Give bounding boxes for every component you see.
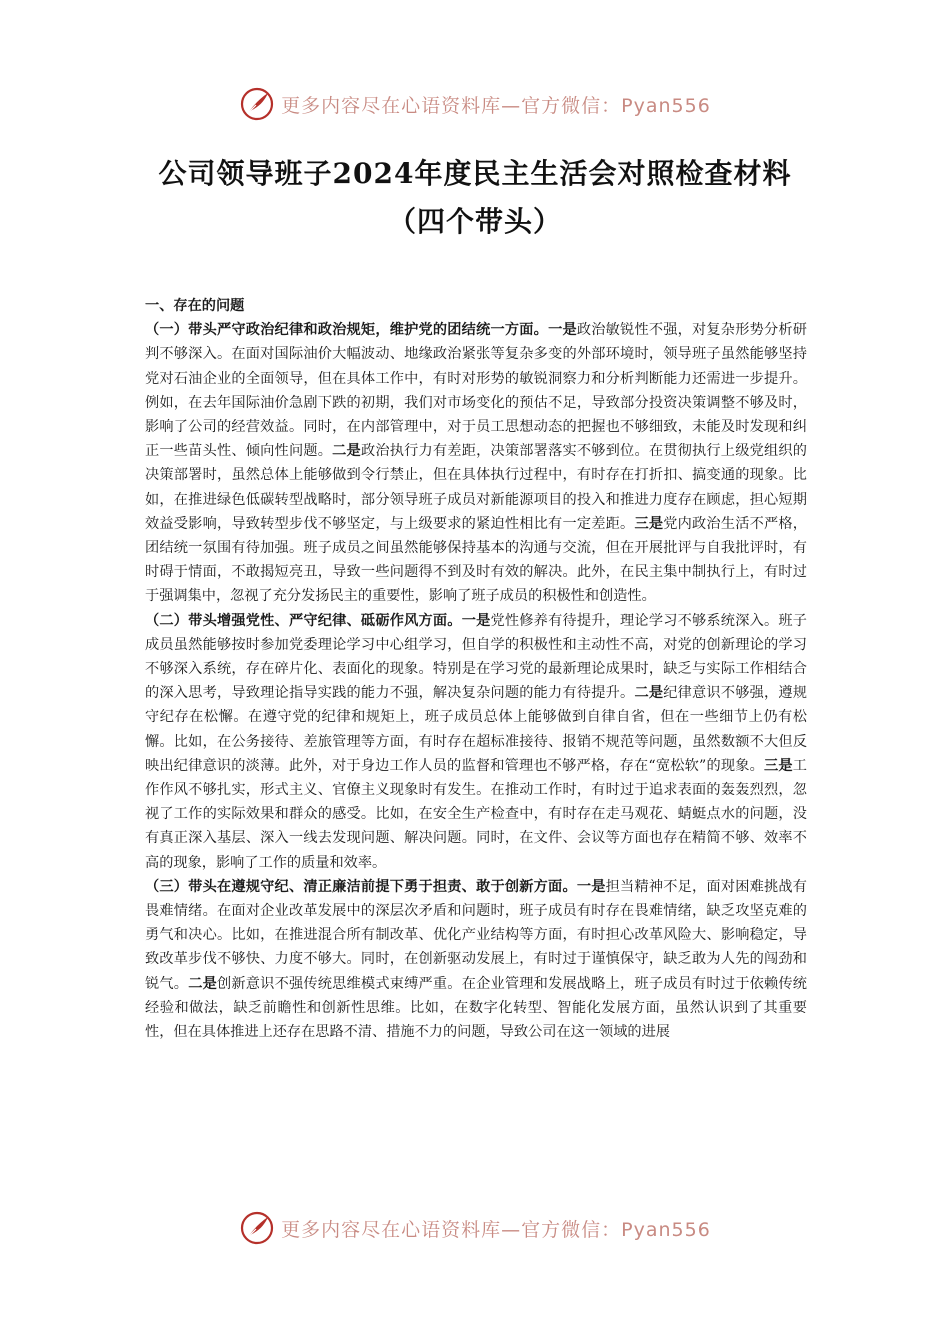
point-text: 担当精神不足，面对困难挑战有畏难情绪。在面对企业改革发展中的深层次矛盾和问题时，班子成员有时存在畏难情绪，缺乏攻坚克难的勇气和决心。比如，在推进混合所有制改革、优化产业结构等方面，有时担心改革风险大、影响稳定，导致改革步伐不够快、力度不够大。同时，在创新驱动发展上，有时过于谨慎保守，缺乏敢为人先的闯劲和锐气。: [145, 878, 807, 992]
watermark-text: 更多内容尽在心语资料库—官方微信：Pyan556: [281, 94, 711, 117]
document-body: [145, 294, 807, 1044]
paragraph-item-2: [145, 609, 807, 875]
point-lead: 二是: [188, 975, 217, 992]
point-lead: 二是: [634, 685, 664, 702]
paragraph-item-1: [145, 318, 807, 608]
point-text: 纪律意识不够强，遵规守纪存在松懈。在遵守党的纪律和规矩上，班子成员总体上能够做到自律自省，但在一些细节上仍有松懈。比如，在公务接待、差旅管理等方面，有时存在超标准接待、报销不规范等问题，虽然数额不大但反映出纪律意识的淡薄。此外，对于身边工作人员的监督和管理也不够严格，存在“宽松软”的现象。: [145, 685, 807, 774]
watermark-top: [0, 82, 950, 126]
paragraph-item-3: [145, 875, 807, 1044]
point-text: 工作作风不够扎实，形式主义、官僚主义现象时有发生。在推动工作时，有时过于追求表面的轰轰烈烈，忽视了工作的实际效果和群众的感受。比如，在安全生产检查中，有时存在走马观花、蜻蜓点水的问题，没有真正深入基层、深入一线去发现问题、解决问题。同时，在文件、会议等方面也存在精简不够、效率不高的现象，影响了工作的质量和效率。: [145, 757, 807, 871]
item-heading: （二）带头增强党性、严守纪律、砥砺作风方面。: [145, 612, 462, 629]
point-text: 政治执行力有差距，决策部署落实不够到位。在贯彻执行上级党组织的决策部署时，虽然总体上能够做到令行禁止，但在具体执行过程中，有时存在打折扣、搞变通的现象。比如，在推进绿色低碳转型战略时，部分领导班子成员对新能源项目的投入和推进力度存在顾虑，担心短期效益受影响，导致转型步伐不够坚定，与上级要求的紧迫性相比有一定差距。: [145, 443, 807, 532]
point-text: 创新意识不强传统思维模式束缚严重。在企业管理和发展战略上，班子成员有时过于依赖传统经验和做法，缺乏前瞻性和创新性思维。比如，在数字化转型、智能化发展方面，虽然认识到了其重要性，但在具体推进上还存在思路不清、措施不力的问题，导致公司在这一领域的进展: [145, 975, 807, 1041]
document-title: 公司领导班子2024年度民主生活会对照检查材料: [158, 157, 792, 190]
item-heading: （三）带头在遵规守纪、清正廉洁前提下勇于担责、敢于创新方面。: [145, 878, 577, 895]
point-lead: 三是: [634, 515, 664, 532]
section-heading: 一、存在的问题: [145, 298, 245, 314]
document-subtitle: （四个带头）: [387, 205, 562, 238]
feather-pen-logo-icon: [239, 86, 275, 122]
point-lead: 一是: [461, 612, 491, 629]
watermark-bottom: [0, 1206, 950, 1250]
watermark-text: 更多内容尽在心语资料库—官方微信：Pyan556: [281, 1218, 711, 1241]
point-lead: 一是: [576, 878, 606, 895]
point-text: 党性修养有待提升，理论学习不够系统深入。班子成员虽然能够按时参加党委理论学习中心组学习，但自学的积极性和主动性不高，对党的创新理论的学习不够深入系统，存在碎片化、表面化的现象。特别是在学习党的最新理论成果时，缺乏与实际工作相结合的深入思考，导致理论指导实践的能力不强，解决复杂问题的能力有待提升。: [145, 612, 807, 702]
feather-pen-logo-icon: [239, 1210, 275, 1246]
point-lead: 一是: [548, 322, 577, 339]
item-heading: （一）带头严守政治纪律和政治规矩，维护党的团结统一方面。: [145, 322, 549, 339]
point-lead: 三是: [764, 757, 793, 774]
point-lead: 二是: [332, 443, 361, 460]
point-text: 政治敏锐性不强，对复杂形势分析研判不够深入。在面对国际油价大幅波动、地缘政治紧张等复杂多变的外部环境时，领导班子虽然能够坚持党对石油企业的全面领导，但在具体工作中，有时对形势的敏锐洞察力和分析判断能力还需进一步提升。例如，在去年国际油价急剧下跌的初期，我们对市场变化的预估不足，导致部分投资决策调整不够及时，影响了公司的经营效益。同时，在内部管理中，对于员工思想动态的把握也不够细致，未能及时发现和纠正一些苗头性、倾向性问题。: [145, 322, 807, 460]
point-text: 党内政治生活不严格，团结统一氛围有待加强。班子成员之间虽然能够保持基本的沟通与交流，但在开展批评与自我批评时，有时碍于情面，不敢揭短亮丑，导致一些问题得不到及时有效的解决。此外，在民主集中制执行上，有时过于强调集中，忽视了充分发扬民主的重要性，影响了班子成员的积极性和创造性。: [145, 515, 807, 605]
